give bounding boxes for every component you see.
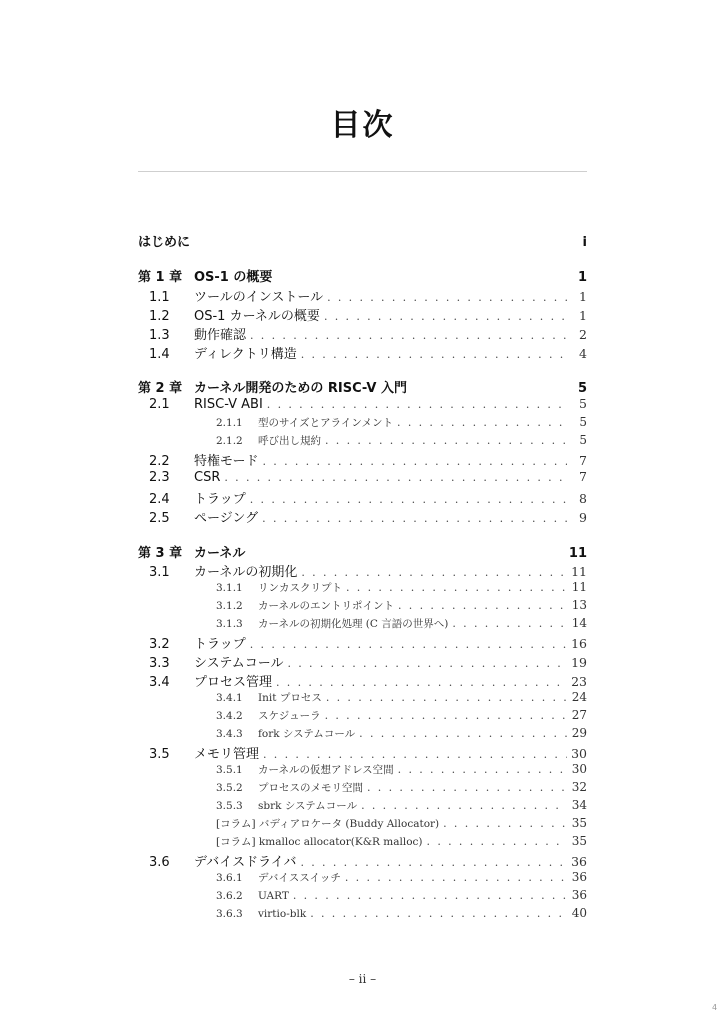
toc-subsection-3-4-2[interactable] xyxy=(138,708,587,727)
dot-leader xyxy=(267,398,567,411)
toc-page: 32 xyxy=(571,780,587,794)
toc-page: 13 xyxy=(571,598,587,612)
toc-subsection-3-6-2[interactable] xyxy=(138,888,587,907)
dot-leader xyxy=(325,709,567,722)
toc-label: トラップ xyxy=(194,492,246,507)
toc-label: virtio-blk xyxy=(258,908,307,920)
toc-label: ツールのインストール xyxy=(194,290,324,305)
toc-section-2-4[interactable] xyxy=(138,488,587,507)
toc-page: 1 xyxy=(579,308,587,323)
dot-leader xyxy=(443,817,567,830)
dot-leader xyxy=(287,657,567,670)
toc-page: 16 xyxy=(571,636,587,651)
toc-page: 11 xyxy=(571,580,587,594)
toc-section-number: 3.6 xyxy=(149,855,170,870)
toc-subsection-3-1-2[interactable] xyxy=(138,598,587,617)
toc-entry-preface[interactable] xyxy=(138,231,587,250)
toc-chapter-number: 第 1 章 xyxy=(138,270,183,285)
toc-subsection-number: 3.1.1 xyxy=(216,582,243,594)
toc-subsection-3-5-2[interactable] xyxy=(138,780,587,799)
dot-leader xyxy=(250,638,567,651)
toc-page: 11 xyxy=(568,546,587,561)
toc-label: プロセス管理 xyxy=(194,675,273,690)
toc-section-number: 3.1 xyxy=(149,565,170,580)
toc-section-number: 2.2 xyxy=(149,454,170,469)
toc-section-number: 1.2 xyxy=(149,309,170,324)
corner-mark: 4 xyxy=(712,1003,718,1012)
toc-section-number: 1.3 xyxy=(149,328,170,343)
toc-label: 特権モード xyxy=(194,454,259,469)
page-number-footer: – ii – xyxy=(348,972,377,986)
toc-subsection-3-6-1[interactable] xyxy=(138,870,587,889)
toc-subsection-3-5-3[interactable] xyxy=(138,798,587,817)
dot-leader xyxy=(427,835,567,848)
toc-section-3-1[interactable] xyxy=(138,561,587,580)
toc-subsection-number: 3.4.2 xyxy=(216,710,243,722)
dot-leader xyxy=(361,799,567,812)
toc-chapter-1[interactable] xyxy=(138,266,587,285)
toc-page: 35 xyxy=(571,834,587,848)
toc-page: 5 xyxy=(577,381,587,396)
toc-subsection-number: 3.1.3 xyxy=(216,618,243,630)
dot-leader xyxy=(301,566,567,579)
toc-section-number: 3.4 xyxy=(149,675,170,690)
dot-leader xyxy=(276,676,567,689)
toc-label: カーネルの初期化処理 (C 言語の世界へ) xyxy=(258,618,449,630)
toc-subsection-number: 3.5.2 xyxy=(216,782,243,794)
dot-leader xyxy=(326,691,567,704)
dot-leader xyxy=(301,348,567,361)
toc-label: 動作確認 xyxy=(194,328,247,343)
toc-label: デバイススイッチ xyxy=(258,872,341,884)
toc-section-3-5[interactable] xyxy=(138,743,587,762)
toc-subsection-3-5-1[interactable] xyxy=(138,762,587,781)
toc-section-number: 2.5 xyxy=(149,511,170,526)
toc-section-3-2[interactable] xyxy=(138,633,587,652)
toc-section-number: 2.3 xyxy=(149,470,170,485)
toc-page: 36 xyxy=(571,870,587,884)
toc-section-number: 2.1 xyxy=(149,397,170,412)
toc-subsection-number: 3.1.2 xyxy=(216,600,243,612)
toc-section-2-3[interactable] xyxy=(138,469,587,488)
toc-chapter-number: 第 2 章 xyxy=(138,381,183,396)
toc-section-2-5[interactable] xyxy=(138,507,587,526)
toc-label: システムコール xyxy=(194,656,284,671)
toc-subsection-3-4-1[interactable] xyxy=(138,690,587,709)
toc-label: 型のサイズとアラインメント xyxy=(258,417,394,429)
dot-leader xyxy=(250,493,567,506)
toc-section-1-3[interactable] xyxy=(138,324,587,343)
toc-chapter-2[interactable] xyxy=(138,377,587,396)
dot-leader xyxy=(327,291,567,304)
dot-leader xyxy=(345,871,567,884)
toc-label: スケジューラ xyxy=(258,710,321,722)
dot-leader xyxy=(224,471,567,484)
dot-leader xyxy=(346,581,567,594)
toc-section-3-3[interactable] xyxy=(138,652,587,671)
toc-page: 35 xyxy=(571,816,587,830)
toc-section-3-4[interactable] xyxy=(138,671,587,690)
toc-section-number: 3.2 xyxy=(149,637,170,652)
toc-page: 14 xyxy=(571,616,587,630)
toc-label: カーネルの初期化 xyxy=(194,565,298,580)
dot-leader xyxy=(452,617,567,630)
toc-subsection-number: 2.1.2 xyxy=(216,435,243,447)
toc-subsection-2-1-1[interactable] xyxy=(138,415,587,434)
toc-subsection-3-6-3[interactable] xyxy=(138,906,587,925)
toc-section-2-1[interactable] xyxy=(138,396,587,415)
toc-subsection-number: 3.5.1 xyxy=(216,764,243,776)
toc-section-1-1[interactable] xyxy=(138,286,587,305)
toc-page: 9 xyxy=(579,510,587,525)
toc-label: UART xyxy=(258,890,289,902)
toc-page: 24 xyxy=(571,690,587,704)
toc-label: カーネルのエントリポイント xyxy=(258,600,394,612)
toc-page: 30 xyxy=(571,746,587,761)
toc-label: OS-1 カーネルの概要 xyxy=(194,309,320,324)
toc-label: [コラム] kmalloc allocator(K&R malloc) xyxy=(216,836,423,848)
dot-leader xyxy=(310,907,567,920)
toc-label: CSR xyxy=(194,470,221,485)
toc-label: ディレクトリ構造 xyxy=(194,347,297,362)
toc-page: 30 xyxy=(571,762,587,776)
toc-section-number: 2.4 xyxy=(149,492,170,507)
toc-page: 11 xyxy=(571,564,587,579)
toc-chapter-number: 第 3 章 xyxy=(138,546,183,561)
toc-label: ページング xyxy=(194,511,259,526)
dot-leader xyxy=(293,889,567,902)
toc-page: 40 xyxy=(571,906,587,920)
toc-page: 29 xyxy=(571,726,587,740)
toc-label: OS-1 の概要 xyxy=(194,270,273,285)
toc-column-buddy-allocator[interactable] xyxy=(138,816,587,835)
toc-page: 7 xyxy=(579,453,587,468)
toc-subsection-number: 3.6.1 xyxy=(216,872,243,884)
toc-subsection-number: 3.6.3 xyxy=(216,908,243,920)
dot-leader xyxy=(262,455,567,468)
dot-leader xyxy=(359,727,567,740)
toc-subsection-number: 3.5.3 xyxy=(216,800,243,812)
toc-section-1-2[interactable] xyxy=(138,305,587,324)
toc-label: トラップ xyxy=(194,637,246,652)
page-title: 目次 xyxy=(330,108,395,143)
toc-subsection-number: 3.4.1 xyxy=(216,692,243,704)
dot-leader xyxy=(325,434,567,447)
toc-section-3-6[interactable] xyxy=(138,851,587,870)
dot-leader xyxy=(367,781,567,794)
toc-chapter-3[interactable] xyxy=(138,542,587,561)
dot-leader xyxy=(262,512,567,525)
toc-label: sbrk システムコール xyxy=(258,800,358,812)
dot-leader xyxy=(397,416,567,429)
toc-label: メモリ管理 xyxy=(194,747,260,762)
toc-label: はじめに xyxy=(138,235,191,250)
toc-page: 1 xyxy=(577,270,587,285)
toc-label: RISC-V ABI xyxy=(194,397,263,412)
toc-section-number: 3.5 xyxy=(149,747,170,762)
toc-subsection-number: 3.4.3 xyxy=(216,728,243,740)
toc-label: カーネルの仮想アドレス空間 xyxy=(258,764,394,776)
toc-page: 4 xyxy=(579,346,587,361)
toc-page: 36 xyxy=(571,888,587,902)
toc-subsection-number: 3.6.2 xyxy=(216,890,243,902)
toc-page: 23 xyxy=(571,674,587,689)
toc-label: fork システムコール xyxy=(258,728,356,740)
toc-section-2-2[interactable] xyxy=(138,450,587,469)
dot-leader xyxy=(398,763,567,776)
toc-subsection-3-1-1[interactable] xyxy=(138,580,587,599)
toc-section-number: 3.3 xyxy=(149,656,170,671)
dot-leader xyxy=(398,599,567,612)
toc-section-number: 1.4 xyxy=(149,347,170,362)
toc-page: 27 xyxy=(571,708,587,722)
toc-page: 5 xyxy=(579,433,587,447)
title-divider xyxy=(138,171,587,172)
dot-leader xyxy=(250,329,567,342)
toc-page: 5 xyxy=(579,396,587,411)
toc-label: デバイスドライバ xyxy=(194,855,297,870)
toc-page: 2 xyxy=(579,327,587,342)
toc-label: リンカスクリプト xyxy=(258,582,342,594)
toc-page: 5 xyxy=(579,415,587,429)
toc-label: カーネル xyxy=(194,546,246,561)
toc-page: 36 xyxy=(571,854,587,869)
toc-label: Init プロセス xyxy=(258,692,322,704)
toc-page: 19 xyxy=(571,655,587,670)
toc-label: [コラム] バディアロケータ (Buddy Allocator) xyxy=(216,818,440,830)
toc-page: 1 xyxy=(579,289,587,304)
toc-label: プロセスのメモリ空間 xyxy=(258,782,363,794)
toc-section-number: 1.1 xyxy=(149,290,170,305)
toc-subsection-number: 2.1.1 xyxy=(216,417,243,429)
toc-section-1-4[interactable] xyxy=(138,343,587,362)
toc-label: カーネル開発のための RISC-V 入門 xyxy=(194,381,407,396)
dot-leader xyxy=(324,310,567,323)
toc-label: 呼び出し規約 xyxy=(258,435,321,447)
toc-page: i xyxy=(582,235,587,250)
toc-page: 7 xyxy=(579,469,587,484)
toc-page: 34 xyxy=(571,798,587,812)
dot-leader xyxy=(300,856,567,869)
toc-page: 8 xyxy=(579,491,587,506)
dot-leader xyxy=(263,748,567,761)
